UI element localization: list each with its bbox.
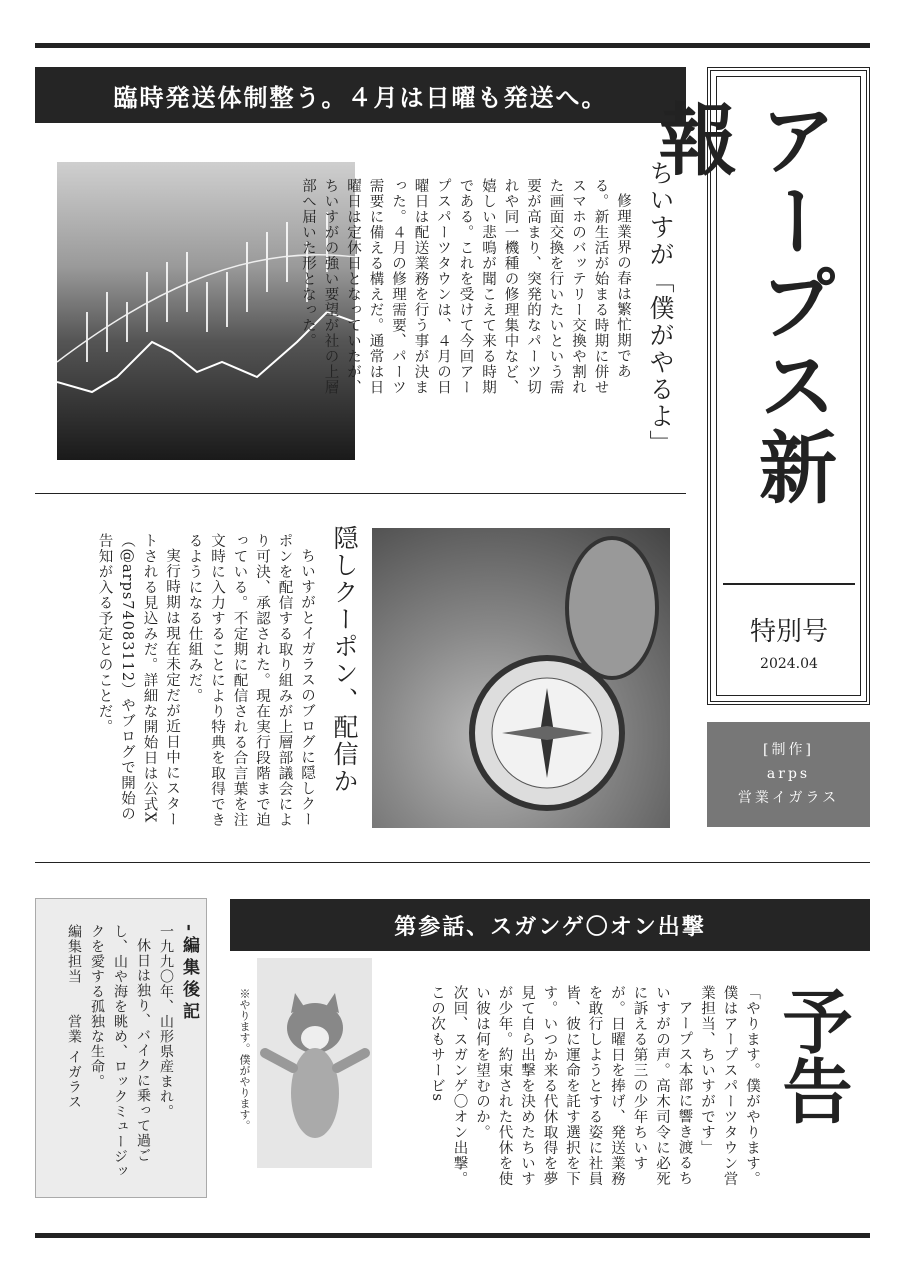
compass-map-image [372, 528, 670, 828]
article3-paragraph: アープス本部に響き渡るちいすがの声。高木司令に必死に訴える第三の少年ちいすが。日曜日を捧げ、発送業務を敢行しようとする姿に社員皆、彼に運命を託す選択を下す。いつか来る代休取得を夢見て自ら出撃を決めたちいすが少年。約束された代休を使い彼は何を望むのか。 [474, 985, 693, 1187]
headline-bar-1 [35, 67, 686, 123]
editor-note-line: 休日は独り、バイクに乗って過ごし、山や海を眺め、ロックミュージックを愛する孤独な生命。 [89, 924, 151, 1179]
cat-graphic [257, 958, 372, 1168]
masthead-divider [723, 583, 855, 585]
editor-note-line: 一九九〇年、山形県産まれ。 [158, 924, 174, 1119]
article3-body [378, 985, 763, 1195]
editor-note-content [50, 924, 200, 1189]
editor-note-title: -編集後記 [179, 924, 199, 1025]
editor-signature [62, 924, 85, 1189]
article1-body [300, 178, 634, 404]
credits-box [707, 722, 870, 827]
credits-label: [制作] [763, 742, 814, 758]
article2-paragraph: ちいすがとイガラスのブログに隠しクーポンを配信する取り組みが上層部議会により可決、承認された。現在実行段階まで迫っている。不定期に配信される合言葉を注文時に入力することにより特典を取得できるようになる仕組みだ。 [186, 533, 315, 828]
article2-title: 隠しクーポン、配信か [330, 525, 359, 795]
headline-bar-3 [230, 899, 870, 951]
bottom-rule [35, 1233, 870, 1238]
article1-paragraph: 修理業界の春は繁忙期である。新生活が始まる時期に併せスマホのバッテリー交換や割れた画面交換を行いたいという需要が高まり、突発的なパーツ切れや同一機種の修理集中など、嬉しい悲鳴が聞こえて来る時期である。これを受けて今回アープスパーツタウンは、４月の日曜日は配送業務を行う事が決まった。４月の修理需要、パーツ需要に備える構えだ。通常は日曜日は定休日となっていたが、ちいすがの強い要望が社の上層部へ届いた形となった。 [300, 178, 631, 395]
article3-paragraph: この次もサービs [429, 985, 445, 1102]
credits-company: arps [766, 766, 811, 782]
cat-caption: ※やります。僕がやります。 [238, 988, 251, 1131]
editor-signature-role: 編集担当 [66, 924, 82, 984]
headline-3: 第参話、スガンゲ〇オン出撃 [394, 913, 706, 940]
divider-1 [35, 493, 686, 494]
headline-1: 臨時発送体制整う。４月は日曜も発送へ。 [113, 82, 608, 112]
cat-image [257, 958, 372, 1168]
preview-label: 予告 [771, 985, 854, 1125]
masthead-date: 2024.04 [760, 656, 818, 672]
masthead-title: アープス新報 [646, 99, 837, 509]
top-rule [35, 43, 870, 48]
article2-paragraph: 実行時期は現在未定だが近日中にスタートされる見込みだ。詳細な開始日は公式X（@arps74083112）やブログで開始の告知が入る予定とのことだ。 [96, 533, 180, 827]
divider-2 [35, 862, 870, 863]
compass-graphic [372, 528, 670, 828]
article2-body [60, 533, 318, 833]
editor-signature-name: 営業 イガラス [66, 1014, 82, 1110]
article3-paragraph: 次回、スガンゲ〇オン出撃。 [451, 985, 468, 1187]
masthead-edition: 特別号 [749, 617, 828, 647]
article1-title: ちいすが「僕がやるよ」 [646, 160, 675, 457]
editor-note-box [35, 898, 207, 1198]
article3-paragraph: 「やります。僕がやります。僕はアープスパーツタウン営業担当、ちいすがです」 [699, 985, 760, 1187]
credits-author: 営業イガラス [737, 790, 840, 806]
